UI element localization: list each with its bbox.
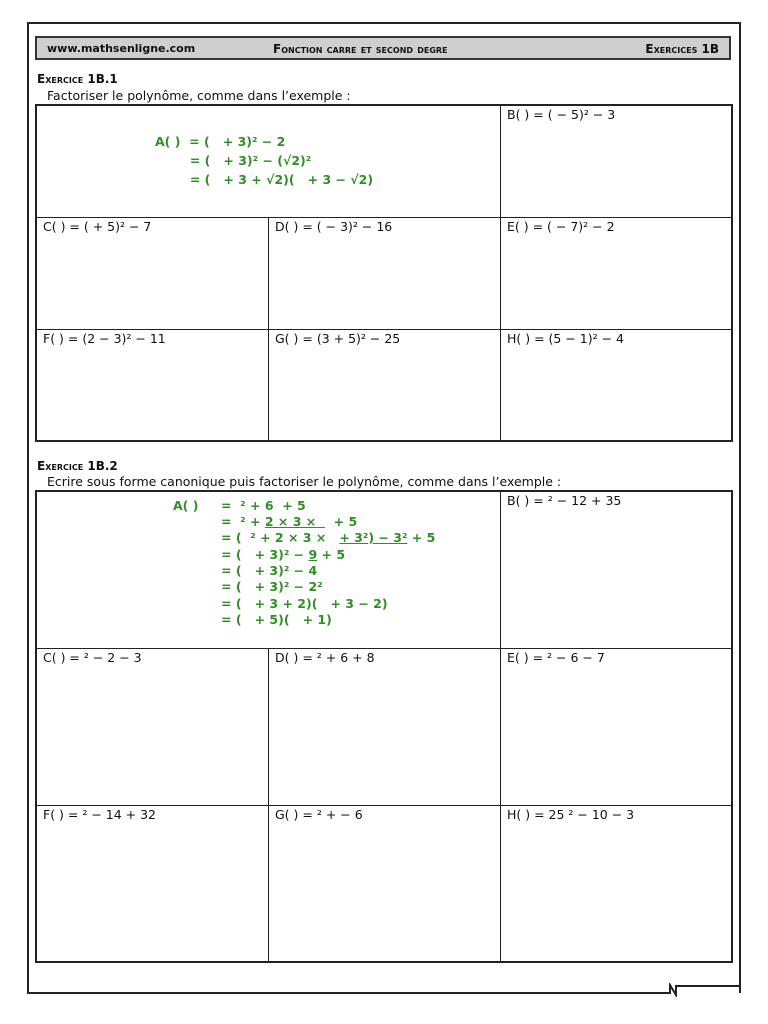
example-line: = ( + 5)( + 1): [221, 612, 332, 627]
exercise-1-cell-e: [501, 218, 731, 330]
exercise-1-example-cell: [37, 106, 501, 218]
exercise-1-grid: [35, 104, 733, 442]
exercise-1-cell-h: [501, 330, 731, 440]
page-bottom-border: [27, 992, 667, 994]
polynomial-h: H( ) = 25 ² − 10 − 3: [507, 807, 635, 822]
polynomial-g: G( ) = (3 + 5)² − 25: [275, 331, 401, 346]
page-header: [35, 36, 731, 60]
exercise-2-cell-h: [501, 806, 731, 961]
exercise-1-title: Exercice 1B.1: [37, 72, 118, 86]
polynomial-g: G( ) = ² + − 6: [275, 807, 363, 822]
exercise-2-instruction: Ecrire sous forme canonique puis factoriser le polynôme, comme dans l’exemple :: [47, 474, 562, 489]
example-line: = ( + 3 + √2)( + 3 − √2): [155, 172, 374, 187]
example-line: = ( ² + 2 × 3 × + 3²) − 3² + 5: [221, 530, 436, 545]
polynomial-d: D( ) = ( − 3)² − 16: [275, 219, 393, 234]
polynomial-b: B( ) = ² − 12 + 35: [507, 493, 622, 508]
polynomial-f: F( ) = (2 − 3)² − 11: [43, 331, 166, 346]
exercise-1-cell-c: [37, 218, 269, 330]
polynomial-b: B( ) = ( − 5)² − 3: [507, 107, 616, 122]
exercise-1-instruction: Factoriser le polynôme, comme dans l’exemple :: [47, 88, 351, 103]
example-line: = ( + 3)² − (√2)²: [155, 153, 312, 168]
exercise-1-cell-g: [269, 330, 501, 440]
exercise-2-cell-e: [501, 649, 731, 806]
exercise-2-cell-d: [269, 649, 501, 806]
example-label: A( ): [173, 498, 199, 513]
polynomial-e: E( ) = ( − 7)² − 2: [507, 219, 615, 234]
page-corner-mark: [664, 983, 741, 997]
exercise-2-title: Exercice 1B.2: [37, 459, 118, 473]
polynomial-f: F( ) = ² − 14 + 32: [43, 807, 157, 822]
exercise-2-example-cell: [37, 492, 501, 649]
polynomial-e: E( ) = ² − 6 − 7: [507, 650, 605, 665]
site-url[interactable]: www.mathsenligne.com: [47, 42, 196, 55]
exercise-1-cell-b: [501, 106, 731, 218]
exercise-2-cell-b: [501, 492, 731, 649]
example-line: A( ) = ( + 3)² − 2: [155, 134, 286, 149]
exercise-1-cell-d: [269, 218, 501, 330]
polynomial-c: C( ) = ( + 5)² − 7: [43, 219, 152, 234]
exercise-2-cell-f: [37, 806, 269, 961]
example-line: = ( + 3)² − 9 + 5: [221, 547, 346, 562]
example-line: = ( + 3)² − 4: [221, 563, 318, 578]
exercise-set-label: Exercices 1B: [645, 42, 719, 56]
example-line: = ( + 3)² − 2²: [221, 579, 323, 594]
document-title: Fonction carre et second degre: [273, 42, 448, 56]
exercise-2-cell-c: [37, 649, 269, 806]
exercise-1-cell-f: [37, 330, 269, 440]
polynomial-d: D( ) = ² + 6 + 8: [275, 650, 375, 665]
polynomial-c: C( ) = ² − 2 − 3: [43, 650, 142, 665]
example-line: = ² + 2 × 3 × + 5: [221, 514, 358, 529]
exercise-2-grid: [35, 490, 733, 963]
exercise-2-cell-g: [269, 806, 501, 961]
polynomial-h: H( ) = (5 − 1)² − 4: [507, 331, 625, 346]
example-line: = ( + 3 + 2)( + 3 − 2): [221, 596, 388, 611]
example-line: = ² + 6 + 5: [221, 498, 306, 513]
